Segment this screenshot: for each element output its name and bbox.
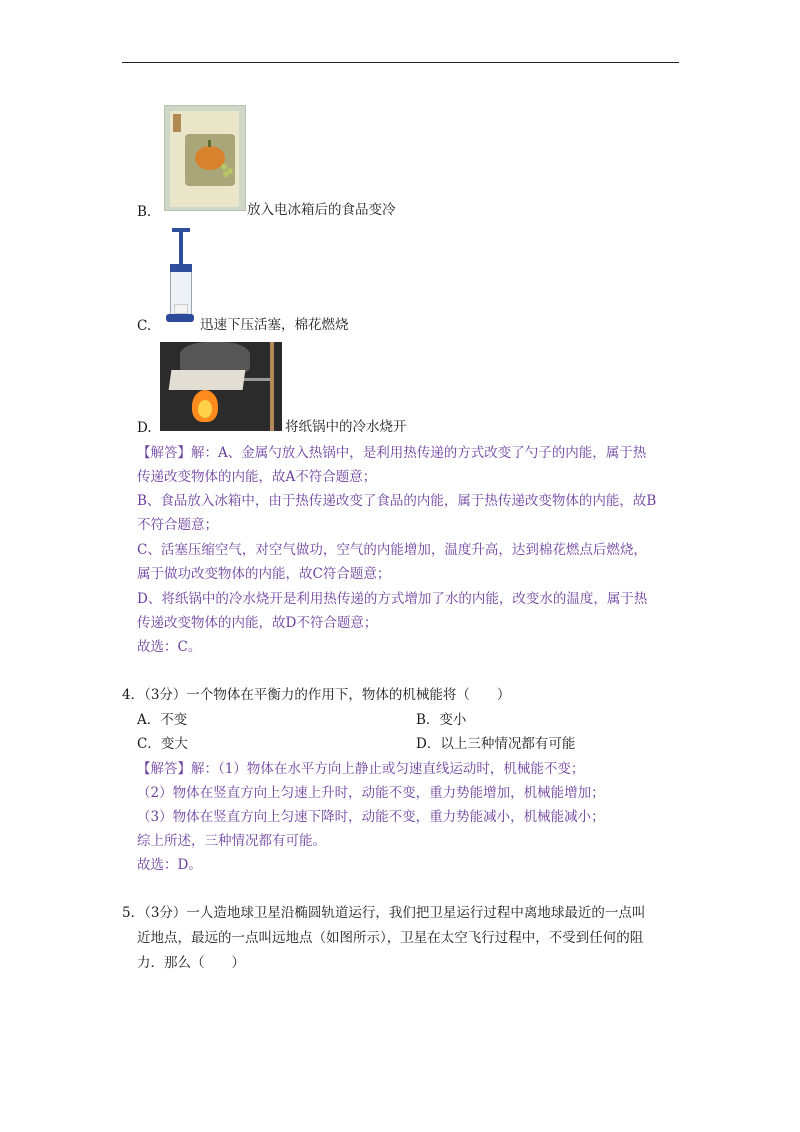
option-b-letter: B. <box>137 204 152 220</box>
q4-answer-line-4: 综上所述，三种情况都有可能。 <box>137 833 326 849</box>
option-c-letter: C. <box>137 318 152 334</box>
q5-line-3: 力．那么（ ） <box>137 955 245 971</box>
option-d-letter: D. <box>137 420 152 436</box>
answer-text: 解：（1）物体在水平方向上静止或匀速直线运动时，机械能不变； <box>191 761 585 777</box>
q3-answer-line-2: 传递改变物体的内能，故A不符合题意； <box>137 469 377 485</box>
paper-pot-burner-image <box>160 342 282 431</box>
q4-answer-line-2: （2）物体在竖直方向上匀速上升时，动能不变，重力势能增加，机械能增加； <box>137 785 605 801</box>
answer-tag: 【解答】 <box>137 761 191 777</box>
q4-answer-line-5: 故选：D。 <box>137 857 202 873</box>
q3-answer-line-5: C、活塞压缩空气，对空气做功，空气的内能增加，温度升高，达到棉花燃点后燃烧， <box>137 542 647 558</box>
refrigerator-image <box>164 105 246 211</box>
q4-option-b: B．变小 <box>416 712 467 728</box>
q4-option-d: D．以上三种情况都有可能 <box>416 736 576 752</box>
option-d-text: 将纸锅中的冷水烧开 <box>285 419 407 435</box>
q3-answer-line-1 <box>137 445 646 461</box>
q5-line-2: 近地点，最远的一点叫远地点（如图所示），卫星在太空飞行过程中，不受到任何的阻 <box>137 930 644 946</box>
q3-answer-line-6: 属于做功改变物体的内能，故C符合题意； <box>137 566 391 582</box>
q4-option-c: C．变大 <box>137 736 188 752</box>
answer-tag: 【解答】 <box>137 445 191 461</box>
q3-answer-line-4: 不符合题意； <box>137 517 218 533</box>
q4-answer-line-3: （3）物体在竖直方向上匀速下降时，动能不变，重力势能减小，机械能减小； <box>137 809 605 825</box>
q3-answer-line-9: 故选：C。 <box>137 639 202 655</box>
q4-option-a: A．不变 <box>137 712 188 728</box>
q3-answer-line-7: D、将纸锅中的冷水烧开是利用热传递的方式增加了水的内能，改变水的温度，属于热 <box>137 591 648 607</box>
option-b-text: 放入电冰箱后的食品变冷 <box>247 202 396 218</box>
q4-answer-line-1 <box>137 761 584 777</box>
answer-text: 解：A、金属勺放入热锅中，是利用热传递的方式改变了勺子的内能，属于热 <box>191 445 647 461</box>
q3-answer-line-3: B、食品放入冰箱中，由于热传递改变了食品的内能，属于热传递改变物体的内能，故B <box>137 493 657 509</box>
option-c-text: 迅速下压活塞，棉花燃烧 <box>200 317 349 333</box>
q3-answer-line-8: 传递改变物体的内能，故D不符合题意； <box>137 615 378 631</box>
piston-syringe-image <box>164 228 194 324</box>
page-top-rule <box>122 62 679 63</box>
q5-line-1: 5．（3分）一人造地球卫星沿椭圆轨道运行，我们把卫星运行过程中离地球最近的一点叫 <box>122 905 646 921</box>
q4-stem: 4．（3分）一个物体在平衡力的作用下，物体的机械能将（ ） <box>122 687 511 703</box>
